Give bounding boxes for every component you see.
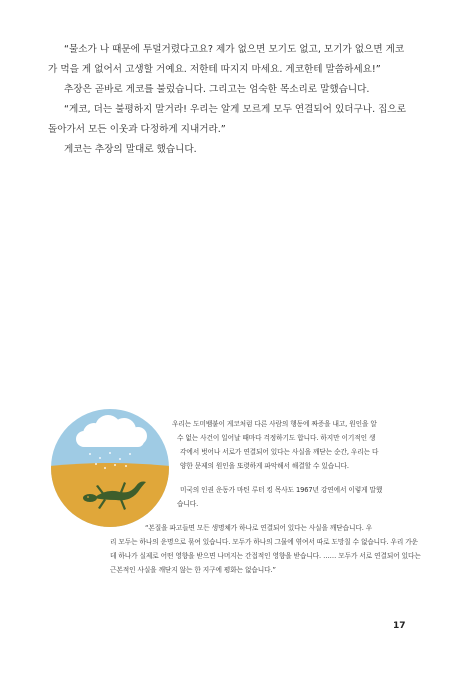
story-line: “게코, 더는 불평하지 말거라! 우리는 알게 모르게 모두 연결되어 있더구나. 집으로 bbox=[64, 104, 406, 115]
note-line: 수 없는 사건이 일어날 때마다 걱정하기도 합니다. 하지만 이기적인 생 bbox=[177, 434, 376, 442]
narration-paragraph: 게코는 추장의 말대로 했습니다. bbox=[64, 144, 197, 155]
note-line: 우리는 도미뱀붙이 게코처럼 다른 사람의 행동에 짜증을 내고, 원인을 알 bbox=[172, 420, 377, 428]
note-line: 미국의 인권 운동가 마틴 루터 킹 목사도 1967년 강연에서 이렇게 말했 bbox=[180, 486, 383, 494]
quote-line: “본질을 파고들면 모든 생명체가 하나로 연결되어 있다는 사실을 깨닫습니다. 우 bbox=[145, 524, 373, 532]
narration-paragraph: 추장은 곧바로 게코를 불렀습니다. 그리고는 엄숙한 목소리로 말했습니다. bbox=[64, 84, 370, 95]
story-text bbox=[48, 40, 432, 160]
story-line: 가 먹을 게 없어서 고생할 거예요. 저한테 따지지 마세요. 게코한테 말씀하세요!” bbox=[48, 64, 381, 75]
note-line: 양한 문제의 원인을 또렷하게 파악해서 해결할 수 있습니다. bbox=[180, 462, 349, 470]
story-line: “물소가 나 때문에 투덜거렸다고요? 제가 없으면 모기도 없고, 모기가 없으면 게코 bbox=[64, 44, 405, 55]
gecko-desert-rain-icon bbox=[50, 408, 170, 528]
story-line: 돌아가서 모든 이웃과 다정하게 지내거라.” bbox=[48, 124, 226, 135]
page-number: 17 bbox=[393, 621, 406, 631]
dialogue-paragraph bbox=[48, 100, 432, 140]
note-line: 각에서 벗어나 서로가 연결되어 있다는 사실을 깨닫는 순간, 우리는 다 bbox=[180, 448, 379, 456]
quote-line: 리 모두는 하나의 운명으로 묶여 있습니다. 모두가 하나의 그물에 엮여서 따로 도망칠 수 없습니다. 우리 가운 bbox=[110, 538, 418, 546]
quote-line: 근본적인 사실을 깨닫지 않는 한 지구에 평화는 없습니다.” bbox=[110, 566, 276, 574]
note-line: 습니다. bbox=[177, 500, 199, 508]
quote-line: 데 하나가 실제로 어떤 영향을 받으면 나머지는 간접적인 영향을 받습니다. …… 모두가 서로 연결되어 있다는 bbox=[110, 552, 421, 560]
dialogue-paragraph bbox=[48, 40, 432, 80]
gecko-illustration bbox=[50, 408, 170, 528]
